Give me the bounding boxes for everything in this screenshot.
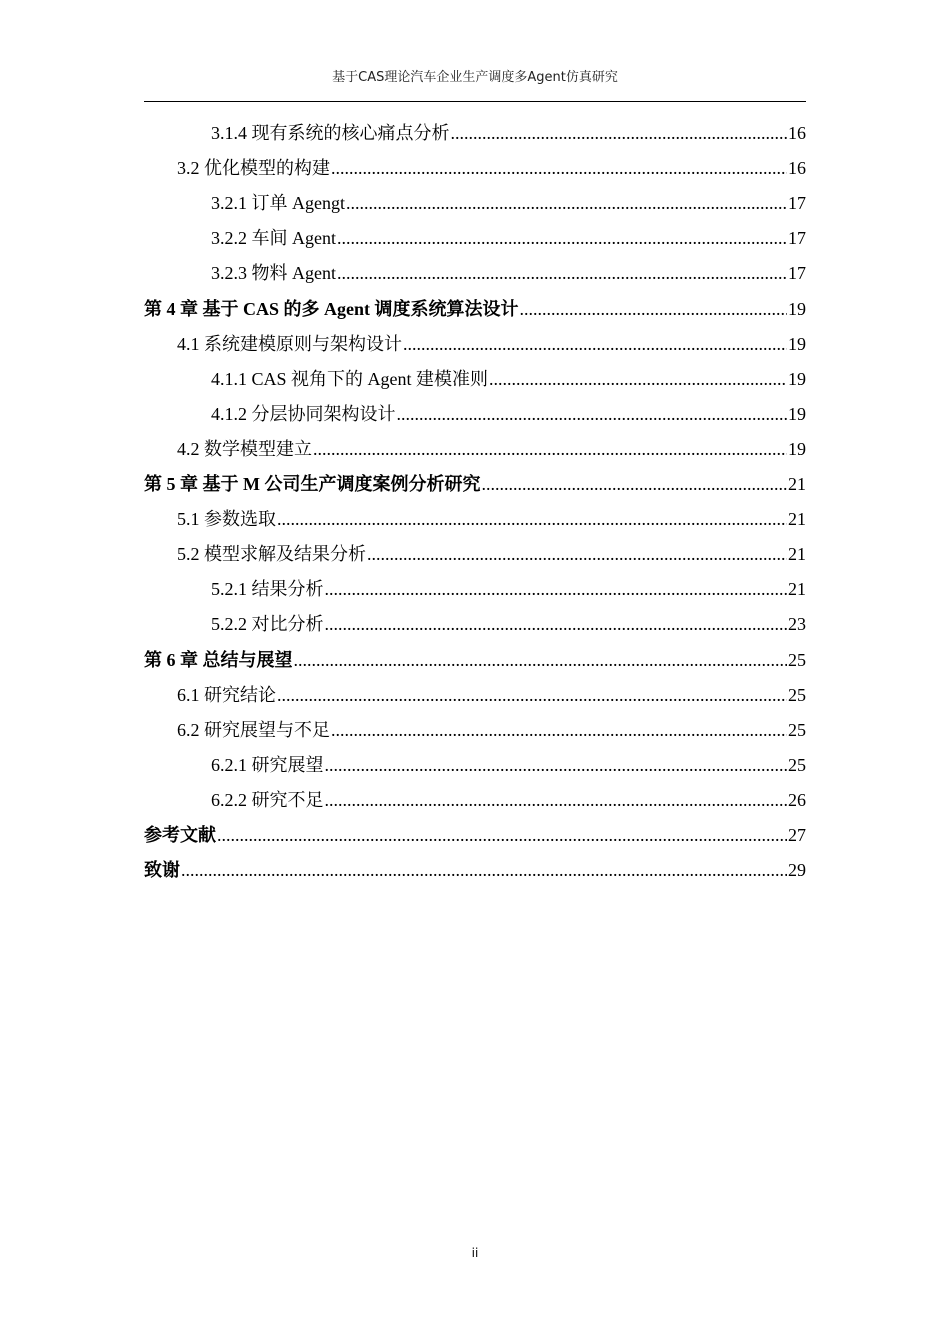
toc-entry-page: 16 (788, 158, 806, 179)
toc-entry[interactable] (144, 678, 806, 713)
toc-leader-dots (520, 292, 787, 327)
toc-entry-title: 5.1 参数选取 (177, 509, 276, 530)
toc-leader-dots (331, 151, 787, 186)
toc-entry-chapter[interactable] (144, 642, 806, 677)
toc-entry-title: 3.2.2 车间 Agent (211, 228, 336, 249)
toc-entry-page: 21 (788, 544, 806, 565)
toc-leader-dots (403, 327, 787, 362)
toc-entry-title: 6.2 研究展望与不足 (177, 719, 330, 740)
toc-entry-page: 19 (788, 403, 806, 424)
toc-entry-title: 4.2 数学模型建立 (177, 438, 312, 459)
toc-entry-title: 第 5 章 基于 M 公司生产调度案例分析研究 (144, 474, 481, 495)
toc-entry-title: 参考文献 (144, 824, 216, 845)
toc-entry[interactable] (144, 537, 806, 572)
toc-entry-title: 3.1.4 现有系统的核心痛点分析 (211, 123, 450, 144)
toc-entry-page: 29 (788, 860, 806, 881)
toc-entry-page: 21 (788, 474, 806, 495)
toc-entry[interactable] (144, 572, 806, 607)
toc-leader-dots (294, 643, 788, 678)
toc-entry-chapter[interactable] (144, 467, 806, 502)
toc-leader-dots (337, 221, 787, 256)
toc-entry-page: 17 (788, 228, 806, 249)
toc-entry-page: 17 (788, 263, 806, 284)
toc-leader-dots (489, 362, 787, 397)
toc-entry-title: 5.2.2 对比分析 (211, 614, 324, 635)
toc-leader-dots (325, 572, 788, 607)
toc-entry-page: 23 (788, 614, 806, 635)
toc-entry[interactable] (144, 256, 806, 291)
toc-leader-dots (277, 502, 787, 537)
toc-entry-chapter[interactable] (144, 818, 806, 853)
toc-leader-dots (217, 818, 787, 853)
toc-entry-page: 21 (788, 509, 806, 530)
toc-entry[interactable] (144, 607, 806, 642)
toc-entry-title: 3.2.3 物料 Agent (211, 263, 336, 284)
toc-entry-page: 26 (788, 789, 806, 810)
toc-entry[interactable] (144, 748, 806, 783)
toc-entry-page: 27 (788, 824, 806, 845)
toc-entry-page: 21 (788, 579, 806, 600)
toc-leader-dots (331, 713, 787, 748)
toc-leader-dots (397, 397, 788, 432)
toc-entry[interactable] (144, 327, 806, 362)
toc-leader-dots (325, 607, 788, 642)
toc-leader-dots (325, 748, 788, 783)
toc-entry-title: 6.2.2 研究不足 (211, 789, 324, 810)
toc-entry-title: 4.1 系统建模原则与架构设计 (177, 333, 402, 354)
toc-entry-page: 25 (788, 649, 806, 670)
toc-entry[interactable] (144, 116, 806, 151)
toc-entry[interactable] (144, 186, 806, 221)
toc-entry[interactable] (144, 397, 806, 432)
toc-entry[interactable] (144, 783, 806, 818)
toc-entry-title: 第 6 章 总结与展望 (144, 649, 293, 670)
toc-leader-dots (346, 186, 787, 221)
table-of-contents (144, 116, 806, 888)
toc-leader-dots (367, 537, 787, 572)
toc-entry-page: 19 (788, 438, 806, 459)
toc-entry-page: 19 (788, 333, 806, 354)
toc-entry-page: 19 (788, 368, 806, 389)
toc-entry-chapter[interactable] (144, 853, 806, 888)
toc-entry-title: 4.1.1 CAS 视角下的 Agent 建模准则 (211, 368, 489, 389)
toc-entry-title: 5.2 模型求解及结果分析 (177, 544, 366, 565)
toc-entry-page: 19 (788, 298, 806, 319)
toc-leader-dots (482, 467, 788, 502)
toc-leader-dots (313, 432, 787, 467)
toc-entry-title: 致谢 (144, 860, 180, 881)
toc-entry-page: 16 (788, 123, 806, 144)
toc-leader-dots (337, 256, 787, 291)
toc-entry-title: 6.2.1 研究展望 (211, 754, 324, 775)
toc-leader-dots (277, 678, 787, 713)
toc-entry-title: 5.2.1 结果分析 (211, 579, 324, 600)
toc-entry-chapter[interactable] (144, 291, 806, 326)
running-header: 基于CAS理论汽车企业生产调度多Agent仿真研究 (332, 70, 618, 85)
toc-entry-title: 6.1 研究结论 (177, 684, 276, 705)
toc-entry[interactable] (144, 713, 806, 748)
toc-leader-dots (325, 783, 788, 818)
toc-entry-title: 第 4 章 基于 CAS 的多 Agent 调度系统算法设计 (144, 298, 519, 319)
toc-entry[interactable] (144, 221, 806, 256)
toc-entry[interactable] (144, 151, 806, 186)
toc-entry[interactable] (144, 502, 806, 537)
toc-entry[interactable] (144, 432, 806, 467)
toc-leader-dots (451, 116, 788, 151)
toc-entry-title: 4.1.2 分层协同架构设计 (211, 403, 396, 424)
toc-entry-page: 25 (788, 719, 806, 740)
toc-entry-title: 3.2.1 订单 Agengt (211, 193, 345, 214)
toc-leader-dots (181, 853, 787, 888)
page-number: ii (471, 1246, 479, 1260)
toc-entry-page: 17 (788, 193, 806, 214)
header-divider (144, 101, 806, 102)
toc-entry-page: 25 (788, 684, 806, 705)
toc-entry[interactable] (144, 362, 806, 397)
toc-entry-title: 3.2 优化模型的构建 (177, 158, 330, 179)
toc-entry-page: 25 (788, 754, 806, 775)
